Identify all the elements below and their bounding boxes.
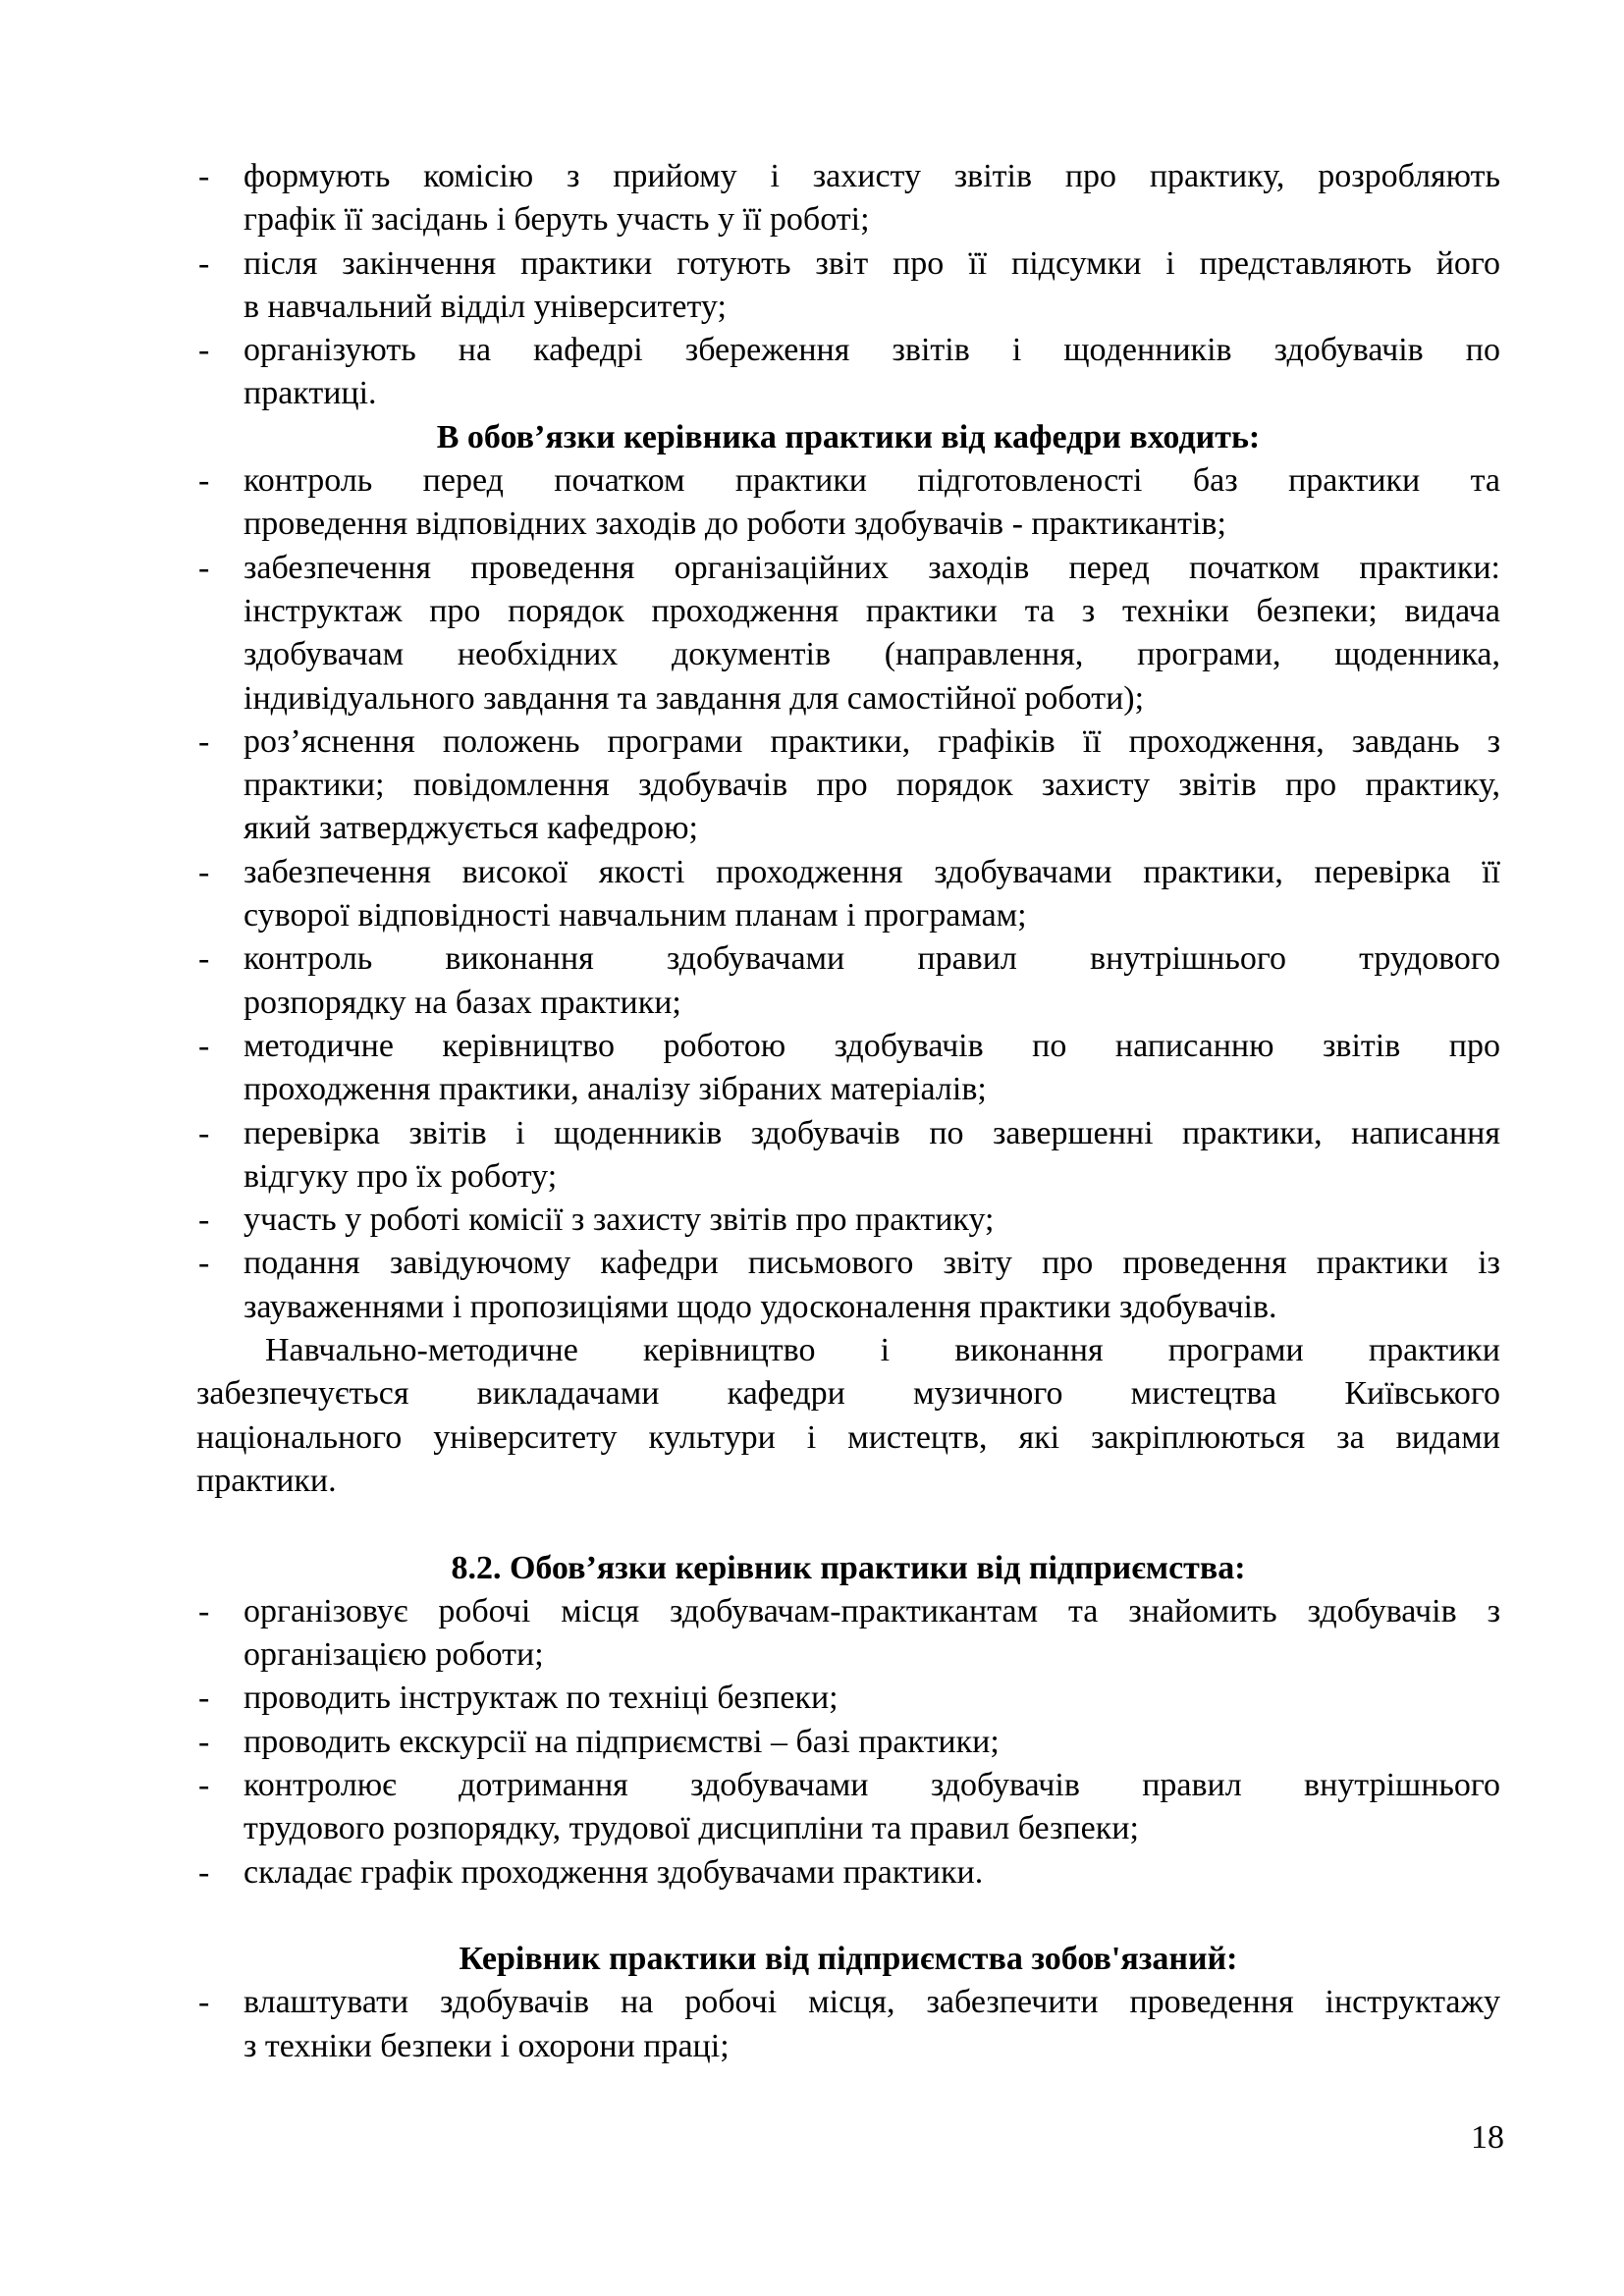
list-item: [196, 1851, 1500, 1895]
text-line: здобувачам необхідних документів (направлення, програми, щоденника,: [244, 636, 1500, 673]
bullet-dash: -: [198, 1592, 210, 1629]
list-item: [196, 459, 1500, 547]
list-item: [196, 1981, 1500, 2068]
text-line: практиці.: [244, 375, 377, 412]
bullet-dash: -: [198, 549, 210, 586]
list-item: [196, 1025, 1500, 1112]
list-item: [196, 721, 1500, 851]
bullet-list: [196, 1590, 1500, 1895]
section-heading: 8.2. Обов’язки керівник практики від підприємства:: [451, 1549, 1246, 1586]
bullet-dash: -: [198, 244, 210, 282]
text-line: організують на кафедрі збереження звітів і щоденників здобувачів по: [244, 332, 1500, 369]
text-line: забезпечення проведення організаційних заходів перед початком практики:: [244, 549, 1500, 586]
list-item: [196, 851, 1500, 938]
bullet-dash: -: [198, 940, 210, 978]
text-line: методичне керівництво роботою здобувачів по написанню звітів про: [244, 1027, 1500, 1064]
spacer: [196, 1503, 1500, 1546]
list-item: [196, 1590, 1500, 1678]
list-item: [196, 1677, 1500, 1720]
bullet-dash: -: [198, 158, 210, 194]
list-item: [196, 1721, 1500, 1764]
spacer: [196, 1895, 1500, 1938]
bullet-dash: -: [198, 722, 210, 760]
text-line: перевірка звітів і щоденників здобувачів по завершенні практики, написання: [244, 1114, 1500, 1151]
bullet-dash: -: [198, 1245, 210, 1282]
text-line: контроль перед початком практики підготовленості баз практики та: [244, 462, 1500, 500]
paragraph: [196, 1329, 1500, 1503]
text-line: проходження практики, аналізу зібраних матеріалів;: [244, 1071, 987, 1108]
bullet-list: [196, 1981, 1500, 2068]
bullet-dash: -: [198, 1680, 210, 1717]
text-line: Навчально-методичне керівництво і виконання програми практики: [265, 1332, 1500, 1369]
bullet-list: [196, 155, 1500, 416]
text-line: проведення відповідних заходів до роботи здобувачів - практикантів;: [244, 506, 1226, 543]
text-line: індивідуального завдання та завдання для самостійної роботи);: [244, 679, 1145, 717]
page-number: 18: [1471, 2119, 1504, 2156]
bullet-dash: -: [198, 1766, 210, 1803]
bullet-dash: -: [198, 332, 210, 369]
text-line: контроль виконання здобувачами правил внутрішнього трудового: [244, 940, 1500, 978]
text-line: розпорядку на базах практики;: [244, 984, 681, 1021]
list-item: [196, 547, 1500, 721]
list-item: [196, 1112, 1500, 1200]
bullet-dash: -: [198, 853, 210, 890]
text-line: подання завідуючому кафедри письмового звіту про проведення практики із: [244, 1245, 1500, 1282]
text-line: роз’яснення положень програми практики, графіків її проходження, завдань з: [244, 722, 1500, 760]
text-line: контролює дотримання здобувачами здобувачів правил внутрішнього: [244, 1766, 1500, 1803]
bullet-list: [196, 459, 1500, 1329]
text-line: влаштувати здобувачів на робочі місця, забезпечити проведення інструктажу: [244, 1984, 1500, 2021]
text-line: трудового розпорядку, трудової дисципліни та правил безпеки;: [244, 1810, 1139, 1847]
bullet-dash: -: [198, 1723, 210, 1760]
text-line: забезпечується викладачами кафедри музичного мистецтва Київського: [196, 1375, 1500, 1413]
text-line: організовує робочі місця здобувачам-практикантам та знайомить здобувачів з: [244, 1592, 1500, 1629]
text-line: графік її засідань і беруть участь у її роботі;: [244, 201, 870, 239]
bullet-dash: -: [198, 1027, 210, 1064]
text-line: організацією роботи;: [244, 1636, 544, 1674]
section-heading: В обов’язки керівника практики від кафедри входить:: [436, 418, 1261, 455]
bullet-dash: -: [198, 1984, 210, 2021]
text-line: проводить інструктаж по техніці безпеки;: [244, 1680, 839, 1717]
text-line: практики; повідомлення здобувачів про порядок захисту звітів про практику,: [244, 767, 1500, 804]
text-line: з техніки безпеки і охорони праці;: [244, 2027, 730, 2064]
text-line: проводить екскурсії на підприємстві – базі практики;: [244, 1723, 1000, 1760]
text-line: практики.: [196, 1462, 337, 1499]
text-line: зауваженнями і пропозиціями щодо удосконалення практики здобувачів.: [244, 1288, 1277, 1325]
text-line: який затверджується кафедрою;: [244, 810, 698, 847]
text-line: формують комісію з прийому і захисту звітів про практику, розробляють: [244, 158, 1500, 194]
list-item: [196, 1764, 1500, 1851]
text-line: участь у роботі комісії з захисту звітів про практику;: [244, 1201, 995, 1239]
text-line: інструктаж про порядок проходження практики та з техніки безпеки; видача: [244, 592, 1500, 629]
page-content: [196, 155, 1500, 2068]
list-item: [196, 329, 1500, 416]
text-line: суворої відповідності навчальним планам і програмам;: [244, 897, 1027, 934]
bullet-dash: -: [198, 462, 210, 500]
text-line: після закінчення практики готують звіт про її підсумки і представляють його: [244, 244, 1500, 282]
text-line: забезпечення високої якості проходження здобувачами практики, перевірка її: [244, 853, 1500, 890]
bullet-dash: -: [198, 1114, 210, 1151]
text-line: відгуку про їх роботу;: [244, 1157, 558, 1195]
section-heading: Керівник практики від підприємства зобов'язаний:: [459, 1941, 1238, 1978]
list-item: [196, 1199, 1500, 1242]
list-item: [196, 937, 1500, 1025]
list-item: [196, 1242, 1500, 1329]
text-line: складає графік проходження здобувачами практики.: [244, 1853, 984, 1891]
list-item: [196, 155, 1500, 242]
list-item: [196, 242, 1500, 330]
bullet-dash: -: [198, 1853, 210, 1891]
text-line: національного університету культури і мистецтв, які закріплюються за видами: [196, 1418, 1500, 1456]
bullet-dash: -: [198, 1201, 210, 1239]
text-line: в навчальний відділ університету;: [244, 288, 727, 325]
